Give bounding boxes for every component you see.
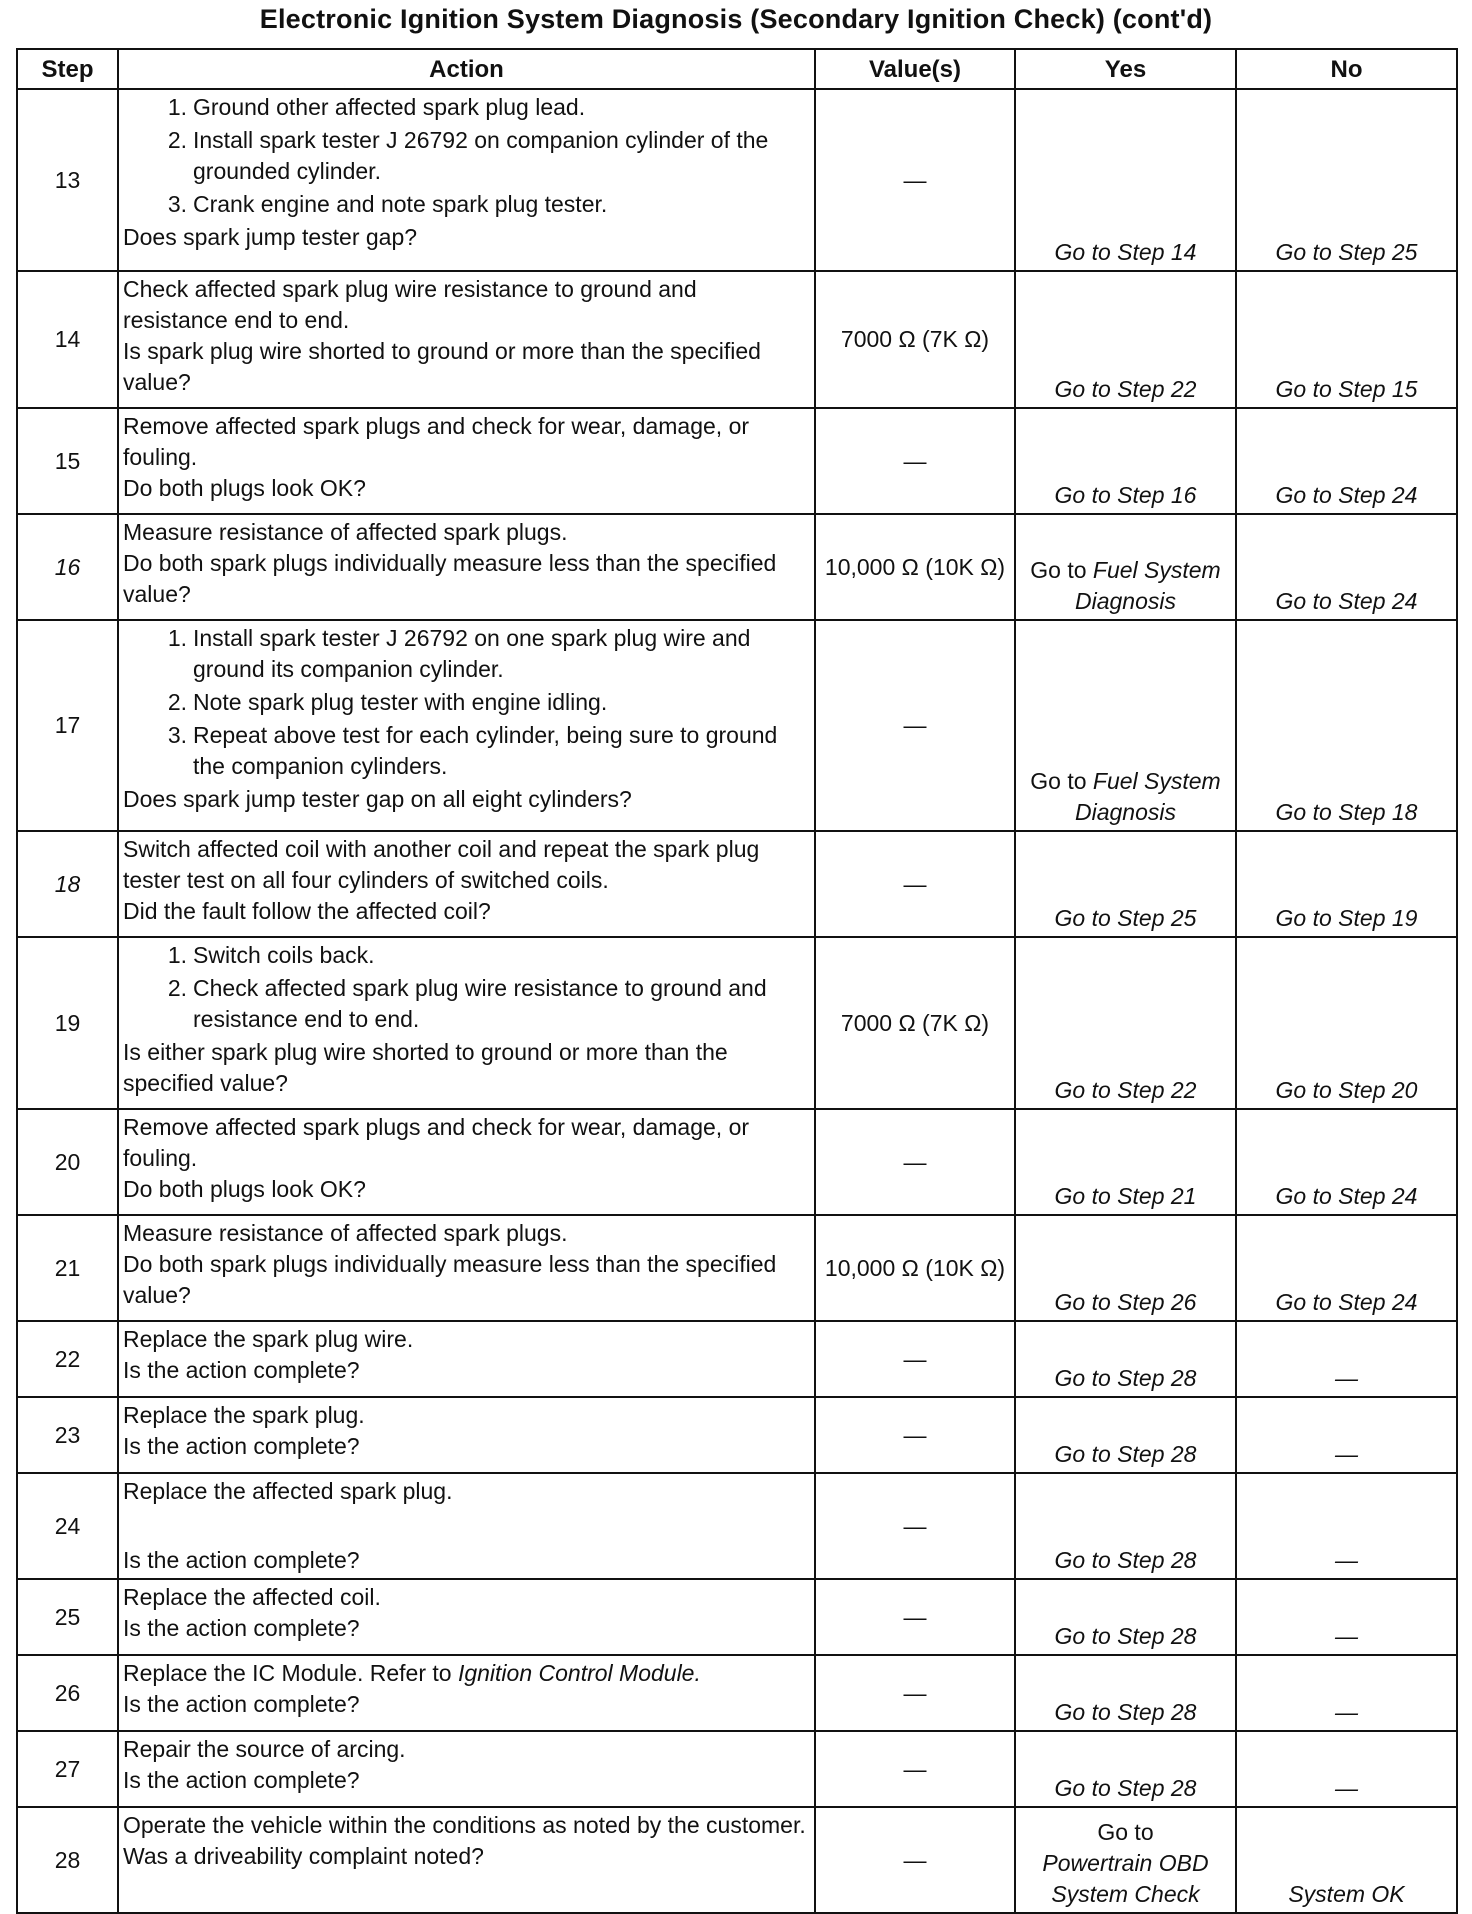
step-number: 23 (17, 1397, 118, 1473)
table-row (17, 89, 1457, 271)
action-question: Is the action complete? (123, 1615, 360, 1641)
header-step: Step (17, 49, 118, 89)
action-question: Was a driveability complaint noted? (123, 1843, 484, 1869)
no-cell: Go to Step 20 (1236, 937, 1457, 1109)
action-text: Replace the IC Module. Refer to Ignition Control Module. (123, 1660, 701, 1686)
table-row (17, 1807, 1457, 1913)
value-cell: — (815, 408, 1015, 514)
yes-cell: Go to Step 28 (1015, 1473, 1236, 1579)
value-cell: — (815, 89, 1015, 271)
action-text: Measure resistance of affected spark plugs. (123, 519, 568, 545)
step-number: 13 (17, 89, 118, 271)
value-cell: — (815, 1807, 1015, 1913)
action-text: Switch affected coil with another coil and repeat the spark plug tester test on all four cylinders of switched coils. (123, 836, 760, 893)
action-cell (118, 1807, 815, 1913)
yes-target: Powertrain OBD System Check (1042, 1850, 1209, 1907)
action-question: Is the action complete? (123, 1433, 360, 1459)
action-text: Replace the affected spark plug. (123, 1478, 453, 1504)
value-cell: — (815, 1655, 1015, 1731)
action-question: Is the action complete? (123, 1547, 360, 1573)
table-row (17, 1579, 1457, 1655)
yes-prefix: Go to (1097, 1819, 1154, 1845)
no-cell: Go to Step 19 (1236, 831, 1457, 937)
header-action: Action (118, 49, 815, 89)
value-cell: — (815, 1109, 1015, 1215)
header-values: Value(s) (815, 49, 1015, 89)
action-text: Check affected spark plug wire resistance to ground and resistance end to end. (123, 276, 697, 333)
action-question: Do both spark plugs individually measure less than the specified value? (123, 550, 777, 607)
action-question: Does spark jump tester gap? (123, 224, 418, 250)
table-row (17, 1321, 1457, 1397)
list-item: 2. Install spark tester J 26792 on companion cylinder of the grounded cylinder. (167, 127, 769, 184)
list-item: 2. Note spark plug tester with engine idling. (167, 689, 608, 715)
value-cell: — (815, 1731, 1015, 1807)
action-question: Is the action complete? (123, 1767, 360, 1793)
step-number: 16 (17, 514, 118, 620)
action-text: Replace the spark plug. (123, 1402, 365, 1428)
no-cell: Go to Step 24 (1236, 514, 1457, 620)
yes-cell: Go to Step 16 (1015, 408, 1236, 514)
action-question: Is spark plug wire shorted to ground or more than the specified value? (123, 338, 761, 395)
action-question: Did the fault follow the affected coil? (123, 898, 491, 924)
action-question: Does spark jump tester gap on all eight cylinders? (123, 786, 632, 812)
yes-cell: Go to Step 28 (1015, 1321, 1236, 1397)
value-cell: 10,000 Ω (10K Ω) (815, 1215, 1015, 1321)
yes-cell: Go to Step 22 (1015, 937, 1236, 1109)
yes-cell: Go to Step 28 (1015, 1579, 1236, 1655)
table-row (17, 408, 1457, 514)
action-cell (118, 514, 815, 620)
step-number: 25 (17, 1579, 118, 1655)
step-number: 20 (17, 1109, 118, 1215)
action-text: Replace the spark plug wire. (123, 1326, 414, 1352)
list-item: 1. Install spark tester J 26792 on one spark plug wire and ground its companion cylinder. (167, 625, 751, 682)
action-cell (118, 831, 815, 937)
action-cell (118, 408, 815, 514)
action-text: Replace the affected coil. (123, 1584, 381, 1610)
value-cell: 7000 Ω (7K Ω) (815, 271, 1015, 408)
action-question: Is the action complete? (123, 1691, 360, 1717)
list-item: 3. Repeat above test for each cylinder, being sure to ground the companion cylinders. (167, 722, 778, 779)
header-yes: Yes (1015, 49, 1236, 89)
action-text: Remove affected spark plugs and check for wear, damage, or fouling. (123, 1114, 750, 1171)
no-cell: Go to Step 24 (1236, 1215, 1457, 1321)
yes-cell: Go to Step 22 (1015, 271, 1236, 408)
step-number: 15 (17, 408, 118, 514)
action-list (123, 623, 806, 782)
value-cell: — (815, 831, 1015, 937)
header-row (17, 49, 1457, 89)
yes-cell (1015, 514, 1236, 620)
yes-prefix: Go to (1030, 768, 1087, 794)
value-cell: — (815, 620, 1015, 831)
value-cell: 7000 Ω (7K Ω) (815, 937, 1015, 1109)
value-cell: 10,000 Ω (10K Ω) (815, 514, 1015, 620)
step-number: 26 (17, 1655, 118, 1731)
no-cell: Go to Step 24 (1236, 408, 1457, 514)
step-number: 14 (17, 271, 118, 408)
yes-target: Fuel System Diagnosis (1075, 557, 1221, 614)
action-cell (118, 1397, 815, 1473)
table-row (17, 1473, 1457, 1579)
action-cell (118, 1215, 815, 1321)
value-cell: — (815, 1397, 1015, 1473)
yes-target: Fuel System Diagnosis (1075, 768, 1221, 825)
yes-cell: Go to Step 14 (1015, 89, 1236, 271)
action-question: Do both plugs look OK? (123, 1176, 366, 1202)
action-question: Do both plugs look OK? (123, 475, 366, 501)
list-item: 1. Ground other affected spark plug lead. (167, 94, 586, 120)
yes-cell: Go to Step 25 (1015, 831, 1236, 937)
action-text: Remove affected spark plugs and check for wear, damage, or fouling. (123, 413, 750, 470)
list-item: 1. Switch coils back. (167, 942, 375, 968)
yes-cell: Go to Step 26 (1015, 1215, 1236, 1321)
table-row (17, 1109, 1457, 1215)
yes-cell: Go to Step 28 (1015, 1655, 1236, 1731)
no-cell: — (1236, 1655, 1457, 1731)
step-number: 27 (17, 1731, 118, 1807)
action-cell (118, 1731, 815, 1807)
action-list (123, 940, 806, 1035)
table-row (17, 514, 1457, 620)
list-item: 3. Crank engine and note spark plug tester. (167, 191, 608, 217)
no-cell: Go to Step 24 (1236, 1109, 1457, 1215)
action-cell (118, 620, 815, 831)
yes-cell: Go to Step 28 (1015, 1731, 1236, 1807)
no-cell: — (1236, 1731, 1457, 1807)
table-row (17, 1397, 1457, 1473)
action-cell (118, 271, 815, 408)
yes-cell (1015, 1807, 1236, 1913)
reference-link-text: Ignition Control Module. (457, 1660, 701, 1686)
action-text: Operate the vehicle within the conditions as noted by the customer. (123, 1812, 806, 1838)
value-cell: — (815, 1321, 1015, 1397)
yes-cell: Go to Step 28 (1015, 1397, 1236, 1473)
no-cell: — (1236, 1579, 1457, 1655)
no-cell: Go to Step 25 (1236, 89, 1457, 271)
step-number: 17 (17, 620, 118, 831)
step-number: 19 (17, 937, 118, 1109)
no-cell: — (1236, 1397, 1457, 1473)
no-cell: — (1236, 1473, 1457, 1579)
action-cell (118, 1579, 815, 1655)
value-cell: — (815, 1579, 1015, 1655)
value-cell: — (815, 1473, 1015, 1579)
table-row (17, 831, 1457, 937)
table-row (17, 1731, 1457, 1807)
action-question: Do both spark plugs individually measure less than the specified value? (123, 1251, 777, 1308)
action-text: Repair the source of arcing. (123, 1736, 406, 1762)
step-number: 24 (17, 1473, 118, 1579)
yes-cell: Go to Step 21 (1015, 1109, 1236, 1215)
table-row (17, 620, 1457, 831)
action-text: Measure resistance of affected spark plugs. (123, 1220, 568, 1246)
action-cell (118, 1473, 815, 1579)
yes-cell (1015, 620, 1236, 831)
action-list (123, 92, 806, 220)
step-number: 21 (17, 1215, 118, 1321)
step-number: 28 (17, 1807, 118, 1913)
action-question: Is the action complete? (123, 1357, 360, 1383)
no-cell: Go to Step 15 (1236, 271, 1457, 408)
action-question: Is either spark plug wire shorted to ground or more than the specified value? (123, 1039, 728, 1096)
no-cell: Go to Step 18 (1236, 620, 1457, 831)
no-cell: System OK (1236, 1807, 1457, 1913)
diagnosis-table (16, 48, 1458, 1914)
action-cell (118, 1109, 815, 1215)
table-row (17, 1655, 1457, 1731)
action-cell (118, 1321, 815, 1397)
table-row (17, 1215, 1457, 1321)
step-number: 22 (17, 1321, 118, 1397)
table-row (17, 937, 1457, 1109)
action-cell (118, 1655, 815, 1731)
list-item: 2. Check affected spark plug wire resistance to ground and resistance end to end. (167, 975, 767, 1032)
action-cell (118, 89, 815, 271)
header-no: No (1236, 49, 1457, 89)
table-row (17, 271, 1457, 408)
yes-prefix: Go to (1030, 557, 1087, 583)
step-number: 18 (17, 831, 118, 937)
action-cell (118, 937, 815, 1109)
no-cell: — (1236, 1321, 1457, 1397)
document-title: Electronic Ignition System Diagnosis (Secondary Ignition Check) (cont'd) (259, 4, 1213, 34)
